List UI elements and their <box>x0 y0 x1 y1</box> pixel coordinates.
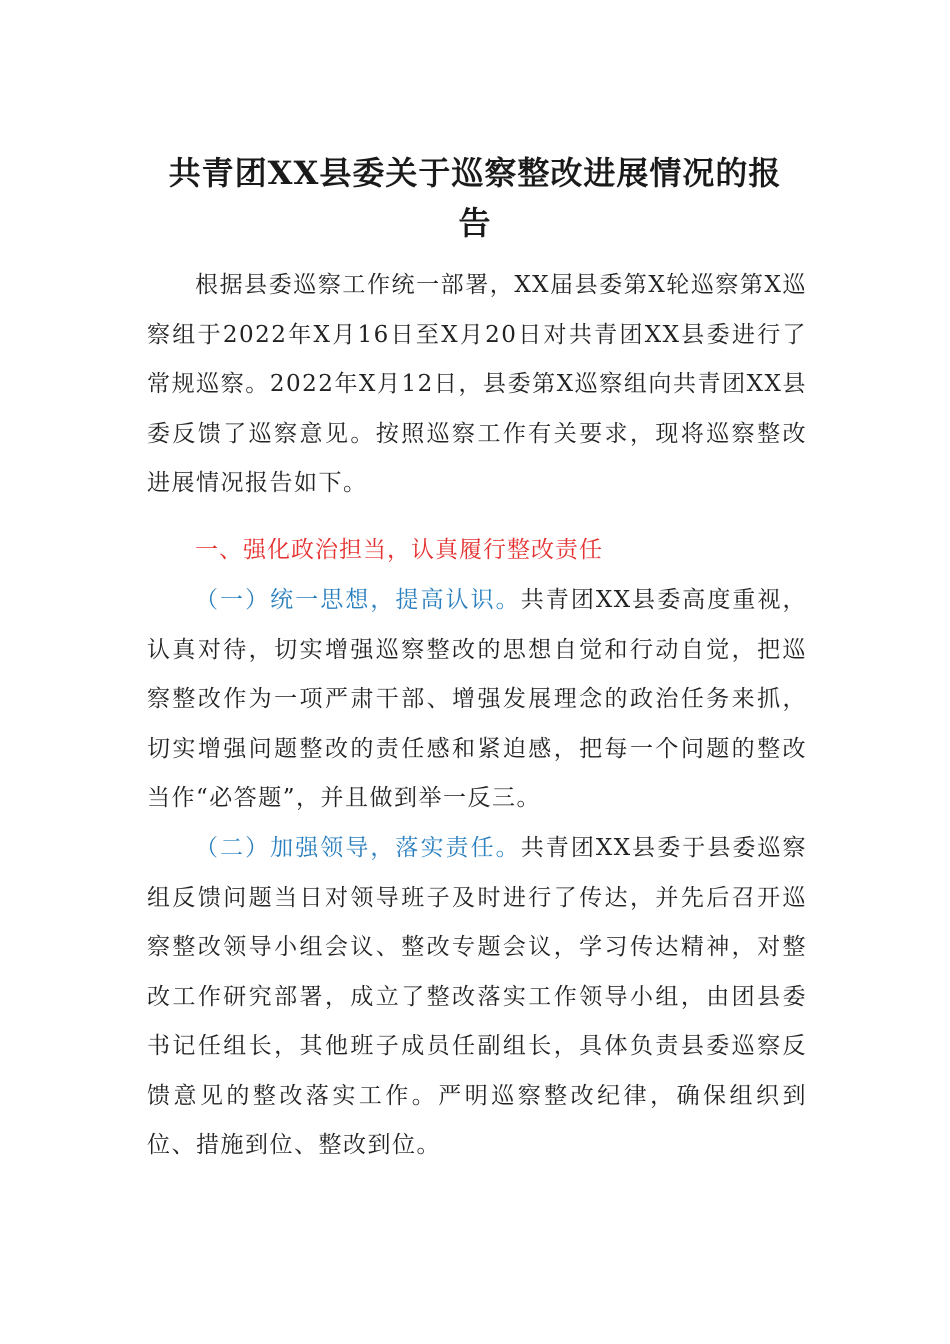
subheading-item-1: （一）统一思想，提高认识。 <box>195 587 521 613</box>
document-title <box>145 148 805 248</box>
section-heading-1: 一、强化政治担当，认真履行整改责任 <box>195 537 603 563</box>
paragraph-item-1 <box>147 576 807 824</box>
paragraph-item-2 <box>147 824 807 1171</box>
text-item-2: 共青团XX县委于县委巡察组反馈问题当日对领导班子及时进行了传达，并先后召开巡察整改领导小组会议、整改专题会议，学习传达精神，对整改工作研究部署，成立了整改落实工作领导小组，由团县委书记任组长，其他班子成员任副组长，具体负责县委巡察反馈意见的整改落实工作。严明巡察整改纪律，确保组织到位、措施到位、整改到位。 <box>147 835 808 1158</box>
subheading-item-2: （二）加强领导，落实责任。 <box>195 835 521 861</box>
text-item-1: 共青团XX县委高度重视，认真对待，切实增强巡察整改的思想自觉和行动自觉，把巡察整改作为一项严肃干部、增强发展理念的政治任务来抓，切实增强问题整改的责任感和紧迫感，把每一个问题的整改当作“必答题”，并且做到举一反三。 <box>147 587 808 811</box>
title-line-2: 告 <box>458 204 492 242</box>
intro-paragraph: 根据县委巡察工作统一部署，XX届县委第X轮巡察第X巡察组于2022年X月16日至X月20日对共青团XX县委进行了常规巡察。2022年X月12日，县委第X巡察组向共青团XX县委反馈了巡察意见。按照巡察工作有关要求，现将巡察整改进展情况报告如下。 <box>147 272 807 496</box>
title-line-1: 共青团XX县委关于巡察整改进展情况的报 <box>168 154 782 192</box>
